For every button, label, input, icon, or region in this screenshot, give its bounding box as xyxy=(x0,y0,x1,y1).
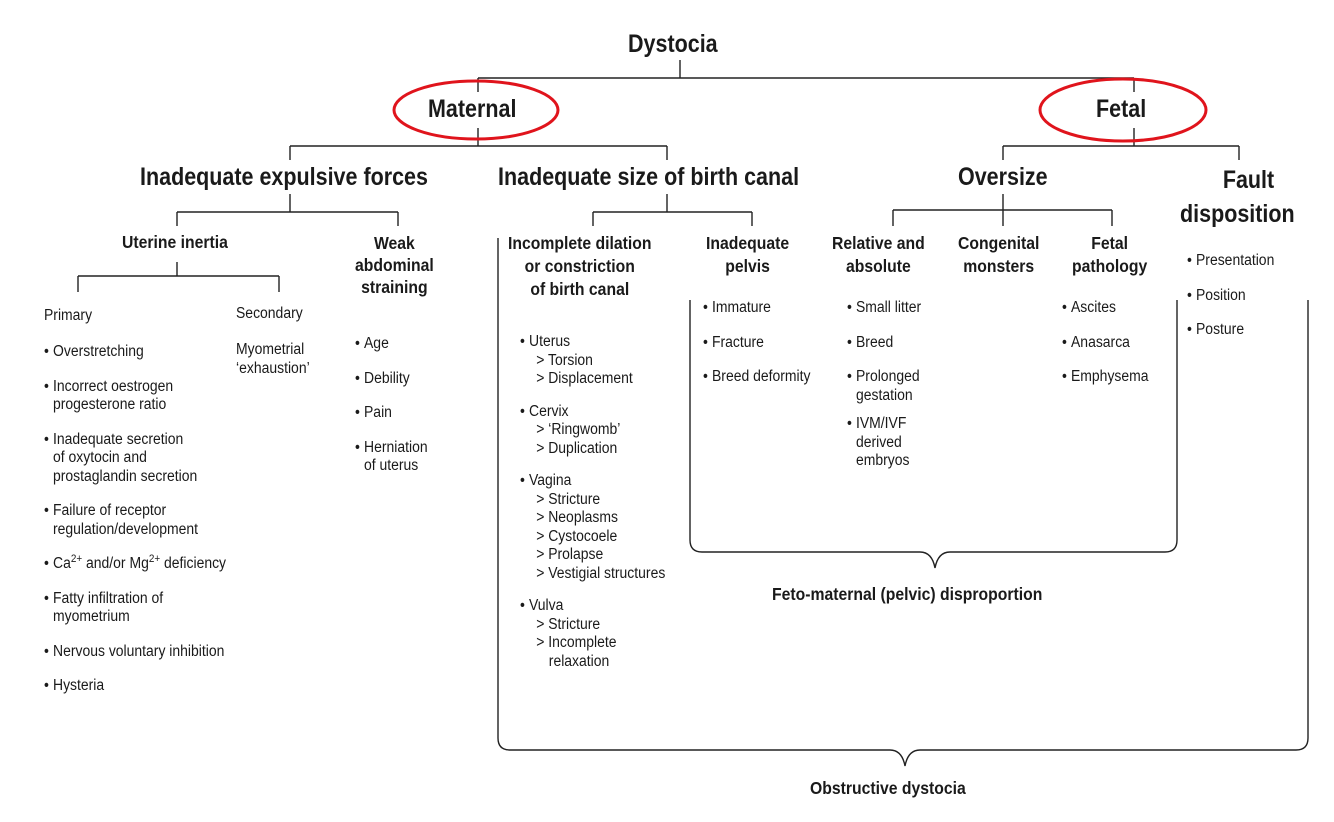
node-oversize: Oversize xyxy=(958,163,1048,191)
item-text: • Prolonged xyxy=(856,368,920,385)
list-item xyxy=(1062,299,1149,318)
fpath-line-2: pathology xyxy=(1072,256,1148,276)
fault-line-2: disposition xyxy=(1180,200,1295,228)
list-item xyxy=(1187,287,1274,306)
sub-item: > Duplication xyxy=(536,439,618,457)
node-inadequate-size-of-birth-canal: Inadequate size of birth canal xyxy=(498,163,800,191)
list-item xyxy=(355,370,428,389)
sub-item: > Vestigial structures xyxy=(536,564,666,582)
sub-item: > Incomplete xyxy=(536,634,617,651)
list-item xyxy=(703,334,810,353)
item-text: • Herniation xyxy=(364,438,428,456)
item-text: • Incorrect oestrogen xyxy=(53,377,174,395)
item-text: Prolapse xyxy=(548,546,604,563)
item-text: Breed deformity xyxy=(712,368,811,385)
item-text: deficiency xyxy=(160,555,227,572)
list-item xyxy=(847,415,921,471)
sub-item: > Prolapse xyxy=(536,546,604,563)
incomplete-line-2: or constriction xyxy=(524,256,635,276)
item-text: • Failure of receptor xyxy=(53,502,167,519)
primary-list xyxy=(44,343,246,696)
list-item xyxy=(703,299,810,318)
item-text: Vulva xyxy=(529,597,564,614)
node-maternal: Maternal xyxy=(428,95,517,123)
item-text: Presentation xyxy=(1196,252,1275,269)
sub-item xyxy=(529,653,665,672)
weak-line-2: abdominal xyxy=(355,255,434,275)
item-text: Breed xyxy=(856,333,894,351)
list-item xyxy=(44,590,226,627)
item-text: ‘Ringwomb’ xyxy=(548,421,621,438)
list-item xyxy=(1187,252,1274,271)
item-text: and/or Mg xyxy=(82,555,149,572)
item-text: gestation xyxy=(856,386,913,404)
item-text: Displacement xyxy=(548,370,633,387)
item-text: Nervous voluntary inhibition xyxy=(53,642,225,660)
item-text: • IVM/IVF xyxy=(856,415,907,432)
item-text: Posture xyxy=(1196,321,1245,338)
node-fault-disposition xyxy=(1180,163,1295,231)
label-feto-maternal-disproportion: Feto-maternal (pelvic) disproportion xyxy=(772,584,1043,604)
list-item xyxy=(44,552,227,574)
list-item xyxy=(355,335,428,354)
list-item xyxy=(1062,368,1149,387)
node-inadequate-pelvis xyxy=(706,232,789,278)
weak-line-1: Weak xyxy=(373,233,415,253)
list-item xyxy=(520,333,665,389)
item-text: Stricture xyxy=(548,615,601,633)
fpath-line-1: Fetal xyxy=(1091,233,1129,253)
fault-line-1: Fault xyxy=(1222,166,1275,194)
list-item xyxy=(44,677,226,696)
node-fetal: Fetal xyxy=(1096,95,1147,123)
item-text: Emphysema xyxy=(1071,368,1149,385)
sub-item: > ‘Ringwomb’ xyxy=(536,421,621,438)
item-text: Small litter xyxy=(856,299,922,316)
list-item xyxy=(44,643,226,662)
list-item xyxy=(847,334,921,353)
item-text: Neoplasms xyxy=(548,509,619,526)
fault-list xyxy=(1187,252,1284,340)
list-item xyxy=(520,472,665,583)
relative-list xyxy=(847,299,929,471)
item-text: Vagina xyxy=(529,472,572,489)
item-text: of uterus xyxy=(364,457,419,474)
list-item xyxy=(847,299,921,318)
superscript: 2+ xyxy=(70,552,83,565)
relative-line-1: Relative and xyxy=(832,233,925,253)
list-item xyxy=(520,403,665,459)
birth-canal-list xyxy=(520,333,681,671)
item-text: Debility xyxy=(364,369,410,387)
item-text: relaxation xyxy=(548,652,610,670)
item-text: Ascites xyxy=(1071,299,1116,316)
list-item xyxy=(1062,334,1149,353)
node-primary: Primary xyxy=(44,307,93,324)
item-text: Fracture xyxy=(712,333,764,351)
item-text: of oxytocin and xyxy=(53,449,147,466)
item-text: Duplication xyxy=(548,439,618,457)
list-item xyxy=(44,343,226,362)
list-item xyxy=(703,368,810,387)
item-text: Immature xyxy=(712,299,771,316)
weak-list xyxy=(355,335,436,476)
item-text: derived xyxy=(856,433,902,451)
list-item xyxy=(355,404,428,423)
item-text: Stricture xyxy=(548,490,601,508)
sub-item: > Neoplasms xyxy=(536,509,619,526)
sub-item: > Displacement xyxy=(536,370,633,387)
sub-item: > Stricture xyxy=(536,615,601,633)
pelvis-line-2: pelvis xyxy=(725,256,770,276)
congenital-line-2: monsters xyxy=(963,256,1035,276)
pathology-list xyxy=(1062,299,1158,387)
incomplete-line-1: Incomplete dilation xyxy=(508,233,652,253)
label-obstructive-dystocia: Obstructive dystocia xyxy=(810,778,966,798)
node-uterine-inertia: Uterine inertia xyxy=(122,232,228,252)
item-text: Pain xyxy=(364,404,392,421)
node-congenital-monsters xyxy=(958,232,1039,278)
node-weak-abdominal-straining xyxy=(355,232,434,298)
sub-item: > Torsion xyxy=(536,351,593,369)
pelvis-line-1: Inadequate xyxy=(706,233,790,253)
item-text: Cervix xyxy=(529,402,569,420)
item-text: • Inadequate secretion xyxy=(53,430,184,448)
secondary-items xyxy=(236,341,310,378)
node-secondary: Secondary xyxy=(236,305,303,322)
item-text: prostaglandin secretion xyxy=(53,467,198,485)
item-text: myometrium xyxy=(53,608,130,625)
incomplete-line-3: of birth canal xyxy=(530,279,630,299)
item-text: Incomplete xyxy=(548,634,617,651)
item-text: • Fatty infiltration of xyxy=(53,589,164,607)
item-text: regulation/development xyxy=(53,520,199,538)
pelvis-list xyxy=(703,299,822,387)
node-dystocia: Dystocia xyxy=(628,30,718,58)
list-item xyxy=(520,597,665,671)
item-text: Uterus xyxy=(529,333,571,350)
list-item xyxy=(1187,321,1274,340)
item-text: Hysteria xyxy=(53,677,105,694)
node-fetal-pathology xyxy=(1072,232,1147,278)
sub-item: > Cystocoele xyxy=(536,527,618,545)
list-item xyxy=(44,431,226,487)
item-text: Overstretching xyxy=(53,343,144,360)
list-item xyxy=(44,502,226,539)
sub-item: > Stricture xyxy=(536,490,601,508)
congenital-line-1: Congenital xyxy=(958,233,1040,253)
item-text: embryos xyxy=(856,452,910,469)
secondary-item-2: ‘exhaustion’ xyxy=(236,359,310,377)
weak-line-3: straining xyxy=(361,277,428,297)
list-item xyxy=(44,378,226,415)
list-item xyxy=(355,439,428,476)
item-text: Ca xyxy=(53,555,71,572)
item-text: progesterone ratio xyxy=(53,396,167,413)
list-item xyxy=(847,368,921,405)
item-text: Age xyxy=(364,335,389,352)
relative-line-2: absolute xyxy=(846,256,911,276)
item-text: Cystocoele xyxy=(548,527,618,545)
item-text: Vestigial structures xyxy=(548,564,666,582)
item-text: Anasarca xyxy=(1071,333,1130,351)
item-text: Position xyxy=(1196,286,1246,304)
superscript: 2+ xyxy=(148,552,161,565)
node-relative-and-absolute xyxy=(832,232,925,278)
item-text: Torsion xyxy=(547,351,593,369)
node-inadequate-expulsive-forces: Inadequate expulsive forces xyxy=(140,163,428,191)
secondary-item-1: Myometrial xyxy=(236,341,305,358)
node-incomplete-dilation xyxy=(508,232,652,301)
